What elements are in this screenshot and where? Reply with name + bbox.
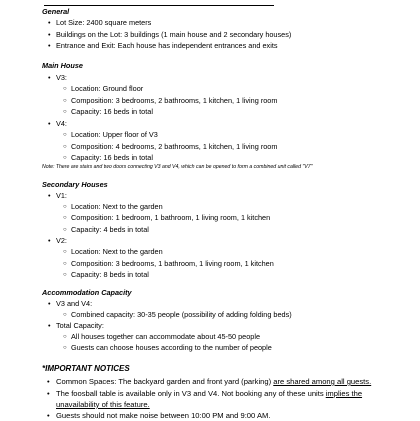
circle-bullet-icon: ○	[63, 155, 67, 161]
bullet-icon: •	[48, 191, 51, 200]
v2-composition: ○ Composition: 3 bedrooms, 1 bathroom, 1 living room, 1 kitchen	[63, 259, 274, 268]
circle-bullet-icon: ○	[63, 132, 67, 138]
circle-bullet-icon: ○	[63, 272, 67, 278]
v3-composition: ○ Composition: 3 bedrooms, 2 bathrooms, 1 kitchen, 1 living room	[63, 96, 278, 105]
shared-underlined-text: are shared among all guests.	[273, 377, 372, 386]
v2-label: • V2:	[48, 236, 67, 245]
circle-bullet-icon: ○	[63, 227, 67, 233]
v3-capacity: ○ Capacity: 16 beds in total	[63, 107, 153, 116]
circle-bullet-icon: ○	[63, 261, 67, 267]
v1-location: ○ Location: Next to the garden	[63, 202, 163, 211]
bullet-icon: •	[48, 73, 51, 82]
bullet-icon: •	[48, 321, 51, 330]
v2-capacity: ○ Capacity: 8 beds in total	[63, 270, 149, 279]
top-rule	[44, 5, 274, 6]
circle-bullet-icon: ○	[63, 312, 67, 318]
v4-location: ○ Location: Upper floor of V3	[63, 130, 158, 139]
v4-label: • V4:	[48, 119, 67, 128]
v1-capacity: ○ Capacity: 4 beds in total	[63, 225, 149, 234]
general-heading: General	[42, 7, 70, 16]
v2-location: ○ Location: Next to the garden	[63, 247, 163, 256]
total-capacity-choose-houses: ○ Guests can choose houses according to the number of people	[63, 343, 272, 352]
implies-underlined-text: implies the	[325, 389, 363, 398]
notice-noise: • Guests should not make noise between 10:00 PM and 9:00 AM.	[47, 411, 271, 420]
v3-location: ○ Location: Ground floor	[63, 84, 144, 93]
combined-capacity: ○ Combined capacity: 30-35 people (possibility of adding folding beds)	[63, 310, 292, 319]
secondary-houses-heading: Secondary Houses	[42, 180, 108, 189]
v1-label: • V1:	[48, 191, 67, 200]
circle-bullet-icon: ○	[63, 204, 67, 210]
circle-bullet-icon: ○	[63, 86, 67, 92]
bullet-icon: •	[48, 18, 51, 27]
circle-bullet-icon: ○	[63, 144, 67, 150]
bullet-icon: •	[48, 299, 51, 308]
bullet-icon: •	[47, 377, 50, 386]
bullet-icon: •	[48, 119, 51, 128]
notice-foosball: • The foosball table is available only in V3 and V4. Not booking any of these units implies the	[47, 389, 363, 398]
bullet-icon: •	[47, 389, 50, 398]
total-capacity-label: • Total Capacity:	[48, 321, 104, 330]
capacity-heading: Accommodation Capacity	[42, 288, 132, 297]
v4-capacity: ○ Capacity: 16 beds in total	[63, 153, 153, 162]
notice-foosball-line2: unavailability of this feature.	[56, 400, 150, 409]
notice-common-spaces: • Common Spaces: The backyard garden and front yard (parking) are shared among all guests.	[47, 377, 372, 386]
bullet-icon: •	[48, 41, 51, 50]
circle-bullet-icon: ○	[63, 345, 67, 351]
circle-bullet-icon: ○	[63, 249, 67, 255]
bullet-icon: •	[48, 30, 51, 39]
total-capacity-all-houses: ○ All houses together can accommodate about 45-50 people	[63, 332, 261, 341]
v3-label: • V3:	[48, 73, 67, 82]
circle-bullet-icon: ○	[63, 98, 67, 104]
v4-composition: ○ Composition: 4 bedrooms, 2 bathrooms, 1 kitchen, 1 living room	[63, 142, 278, 151]
main-house-note: Note: There are stairs and two doors connecting V3 and V4, which can be opened to form a combined unit called "V7"	[42, 164, 313, 170]
general-item-buildings: • Buildings on the Lot: 3 buildings (1 main house and 2 secondary houses)	[48, 30, 292, 39]
general-item-entrance: • Entrance and Exit: Each house has independent entrances and exits	[48, 41, 278, 50]
circle-bullet-icon: ○	[63, 334, 67, 340]
important-notices-heading: *IMPORTANT NOTICES	[42, 364, 130, 373]
general-item-lot-size: • Lot Size: 2400 square meters	[48, 18, 152, 27]
circle-bullet-icon: ○	[63, 215, 67, 221]
bullet-icon: •	[48, 236, 51, 245]
main-house-heading: Main House	[42, 61, 83, 70]
circle-bullet-icon: ○	[63, 109, 67, 115]
bullet-icon: •	[47, 411, 50, 420]
v1-composition: ○ Composition: 1 bedroom, 1 bathroom, 1 living room, 1 kitchen	[63, 213, 271, 222]
v3v4-label: • V3 and V4:	[48, 299, 93, 308]
